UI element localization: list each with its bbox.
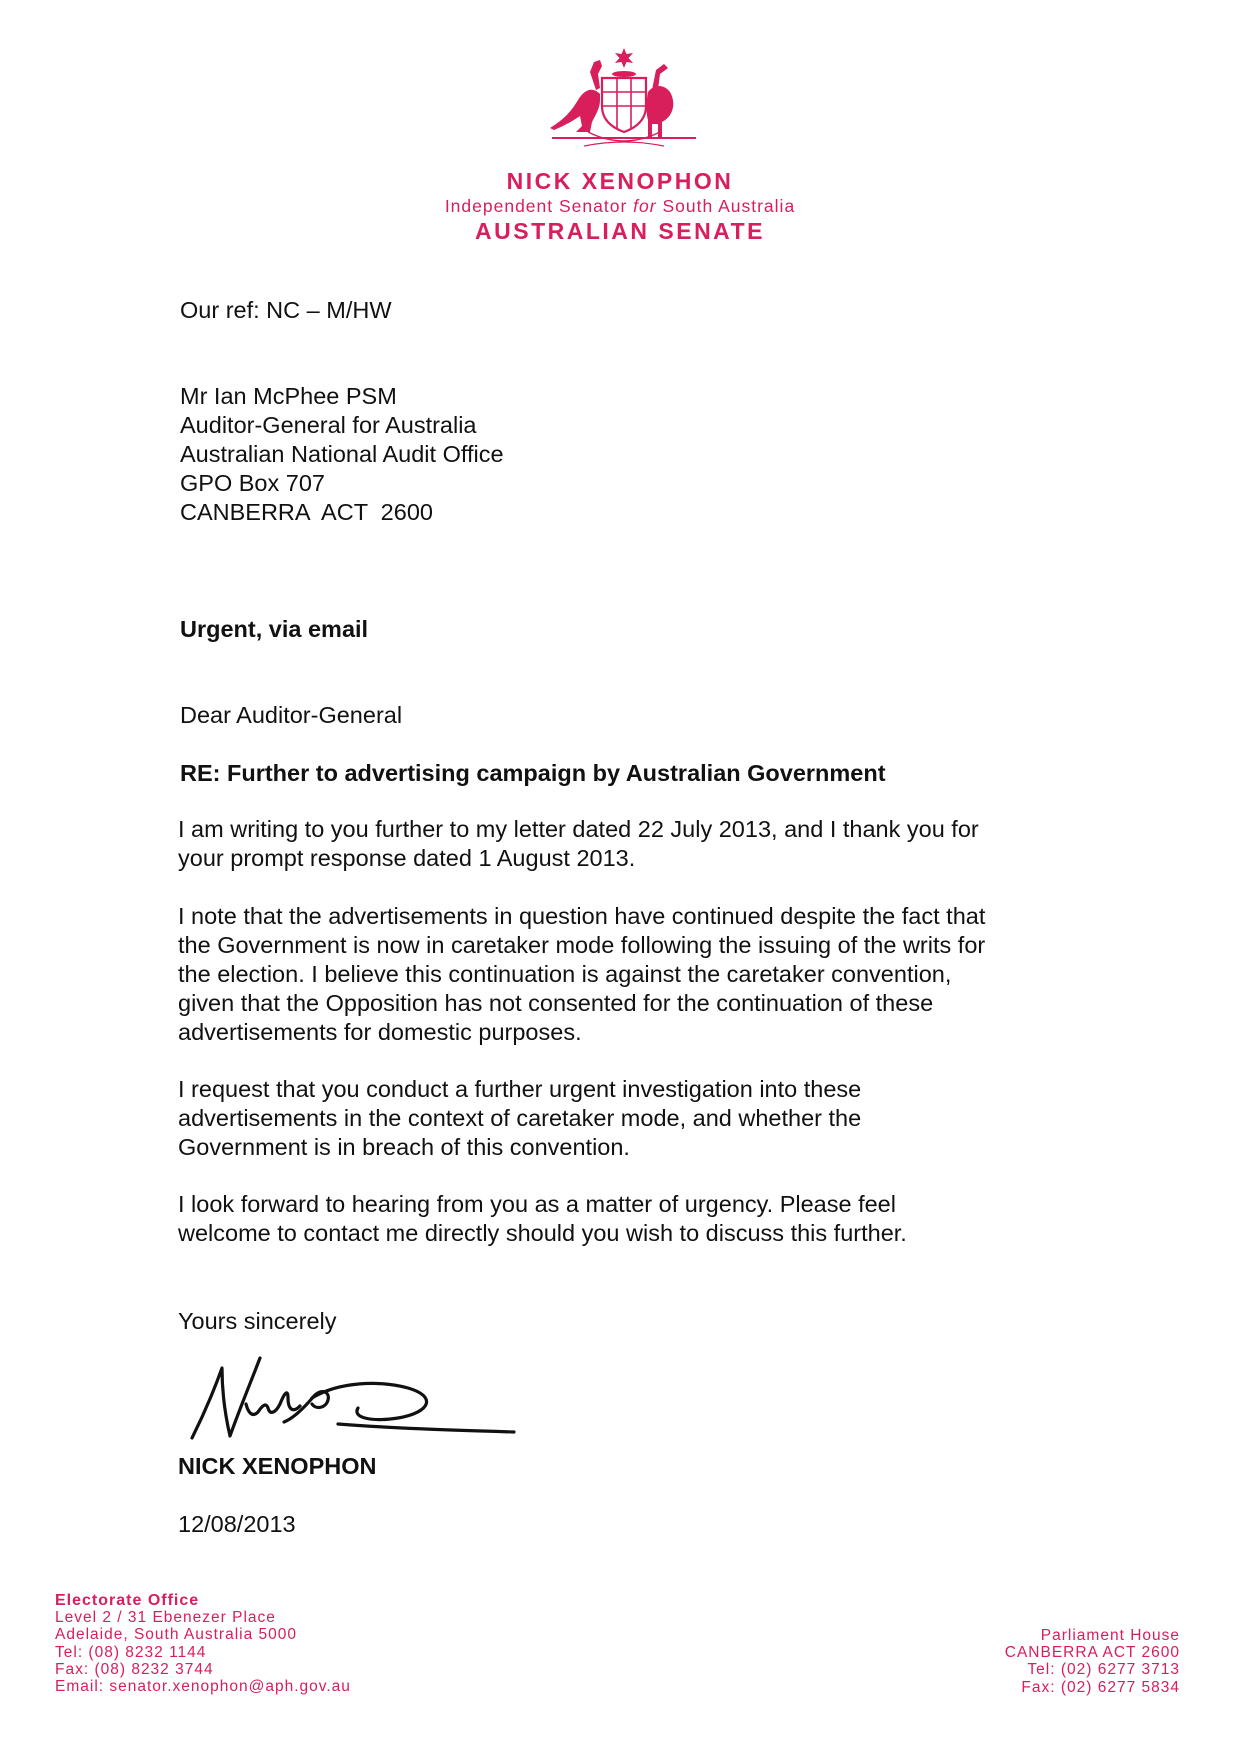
electorate-office-block <box>55 1592 351 1695</box>
body-paragraph-4: I look forward to hearing from you as a matter of urgency. Please feel welcome to contact me directly should you wish to discuss this further. <box>178 1191 907 1246</box>
letterhead-chamber: AUSTRALIAN SENATE <box>475 218 765 244</box>
recipient-city: CANBERRA ACT 2600 <box>180 499 433 525</box>
parliament-phone: Tel: (02) 6277 3713 <box>1027 1661 1180 1679</box>
body-paragraph-3: I request that you conduct a further urgent investigation into these advertisements in the context of caretaker mode, and whether the Government is in breach of this convention. <box>178 1076 862 1160</box>
parliament-house-block <box>1005 1627 1180 1696</box>
electorate-office-heading: Electorate Office <box>55 1592 200 1609</box>
electorate-address-line-2: Adelaide, South Australia 5000 <box>55 1626 297 1644</box>
parliament-fax: Fax: (02) 6277 5834 <box>1021 1678 1180 1696</box>
recipient-title: Auditor-General for Australia <box>180 412 477 438</box>
electorate-email: Email: senator.xenophon@aph.gov.au <box>55 1678 351 1696</box>
letterhead-subtitle: Independent Senator for South Australia <box>444 196 796 216</box>
handwritten-signature <box>188 1348 518 1448</box>
coat-of-arms-logo <box>540 44 708 156</box>
our-reference: Our ref: NC – M/HW <box>180 297 392 323</box>
electorate-address-line-1: Level 2 / 31 Ebenezer Place <box>55 1609 276 1627</box>
closing: Yours sincerely <box>178 1308 337 1334</box>
letter-date: 12/08/2013 <box>178 1511 296 1537</box>
recipient-po-box: GPO Box 707 <box>180 470 325 496</box>
signatory-name: NICK XENOPHON <box>178 1453 377 1479</box>
body-paragraph-2: I note that the advertisements in question have continued despite the fact that the Government is now in caretaker mode following the issuing of the writs for the election. I believe this continuation is against the caretaker convention, given that the Opposition has not consented for the continuation of these advertisements for domestic purposes. <box>178 903 986 1045</box>
salutation: Dear Auditor-General <box>180 702 403 728</box>
letterhead-senator-name: NICK XENOPHON <box>506 168 734 194</box>
recipient-organisation: Australian National Audit Office <box>180 441 504 467</box>
parliament-house-heading: Parliament House <box>1040 1627 1180 1644</box>
parliament-city: CANBERRA ACT 2600 <box>1004 1644 1180 1662</box>
recipient-name: Mr Ian McPhee PSM <box>180 383 397 409</box>
electorate-fax: Fax: (08) 8232 3744 <box>55 1660 214 1678</box>
delivery-note: Urgent, via email <box>180 616 369 642</box>
subject-line: RE: Further to advertising campaign by Australian Government <box>180 760 886 786</box>
electorate-phone: Tel: (08) 8232 1144 <box>55 1643 207 1661</box>
body-paragraph-1: I am writing to you further to my letter dated 22 July 2013, and I thank you for your prompt response dated 1 August 2013. <box>178 816 979 871</box>
